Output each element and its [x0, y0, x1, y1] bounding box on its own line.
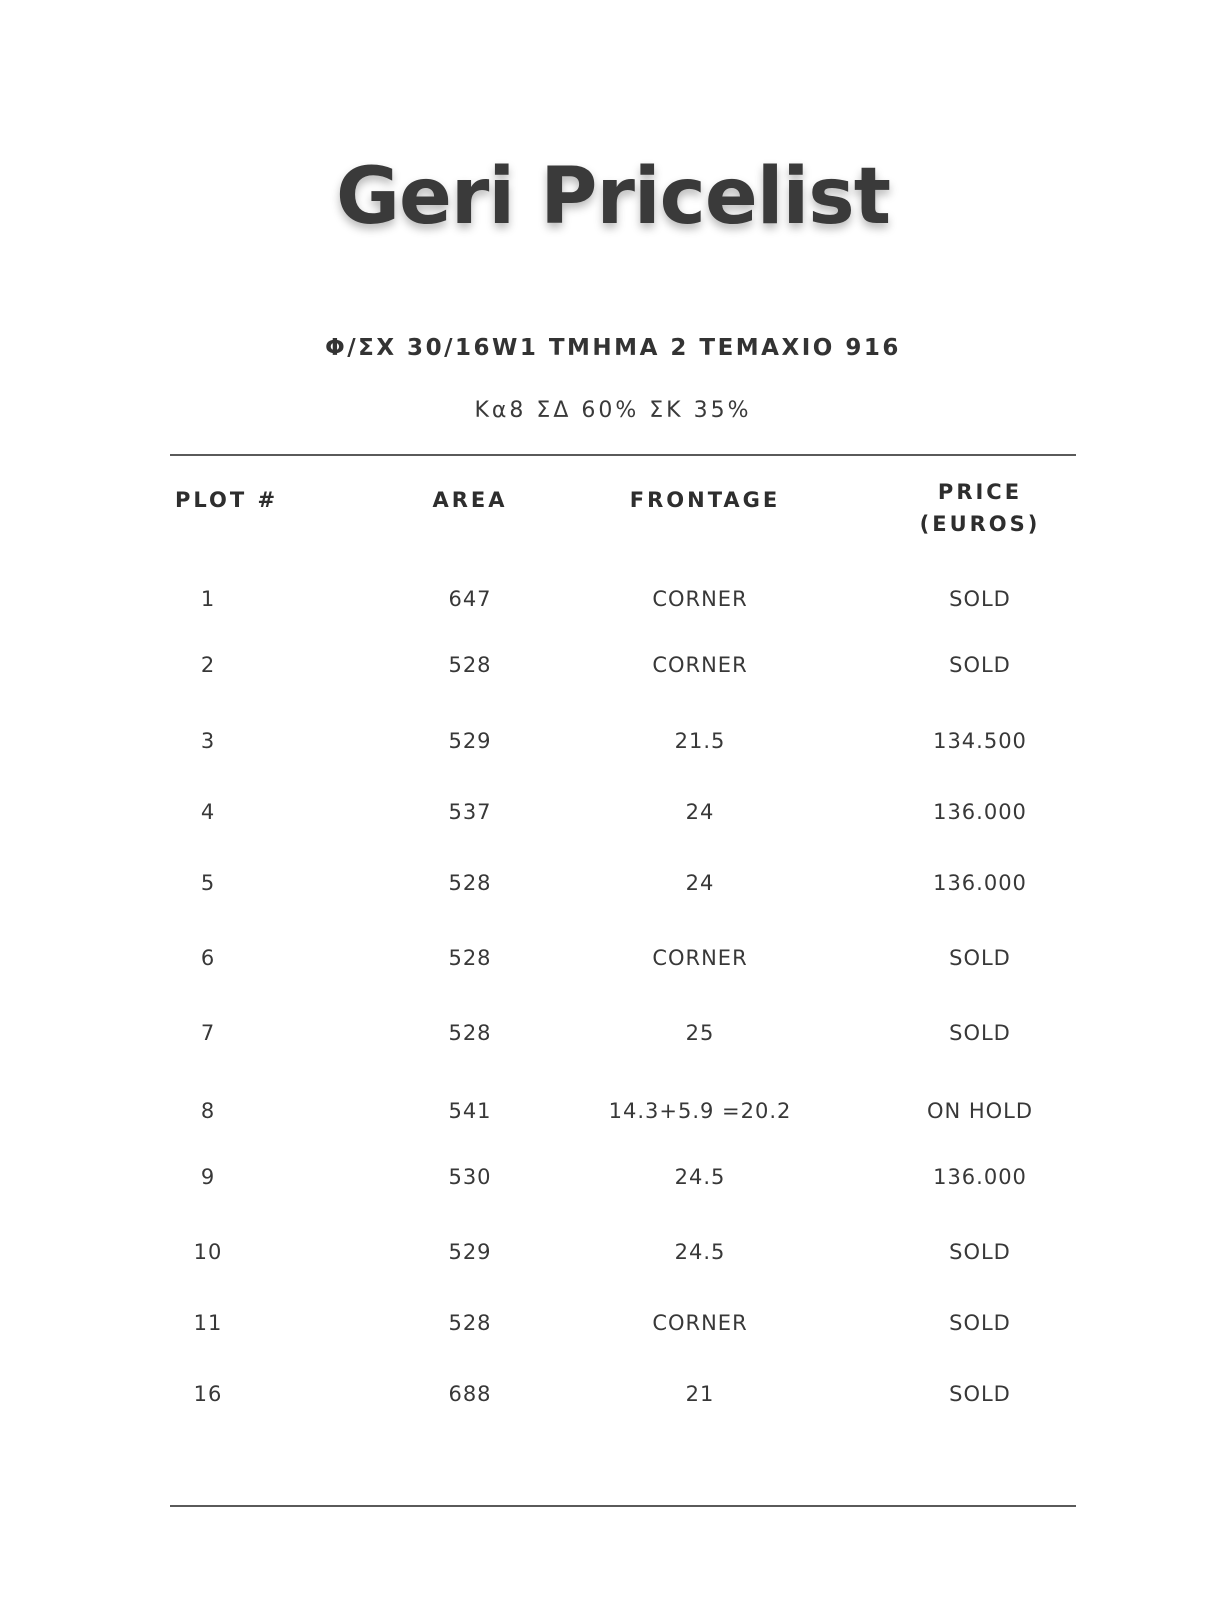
plot-price: SOLD: [949, 946, 1011, 970]
plot-frontage: CORNER: [652, 653, 748, 677]
plot-area: 688: [448, 1382, 492, 1406]
plot-number: 4: [200, 800, 216, 824]
plot-area: 528: [448, 653, 492, 677]
table-row: [0, 726, 1226, 756]
plot-price: SOLD: [949, 1021, 1011, 1045]
table-row: [0, 1018, 1226, 1048]
plot-price: 136.000: [933, 1165, 1027, 1189]
plot-area: 647: [448, 587, 492, 611]
column-header-area: AREA: [432, 488, 508, 512]
plot-frontage: 21.5: [674, 729, 726, 753]
table-row: [0, 868, 1226, 898]
plot-number: 11: [193, 1311, 223, 1335]
table-row: [0, 943, 1226, 973]
plot-frontage: 14.3+5.9 =20.2: [608, 1099, 792, 1123]
plot-number: 8: [200, 1099, 216, 1123]
plot-number: 6: [200, 946, 216, 970]
column-header-plot: PLOT #: [175, 488, 279, 512]
table-row: [0, 797, 1226, 827]
property-reference: Φ/ΣΧ 30/16W1 ΤΜΗΜΑ 2 ΤΕΜΑΧΙΟ 916: [325, 335, 901, 361]
plot-price: SOLD: [949, 1311, 1011, 1335]
table-row: [0, 1379, 1226, 1409]
plot-area: 530: [448, 1165, 492, 1189]
plot-area: 537: [448, 800, 492, 824]
page-title: Geri Pricelist: [336, 152, 890, 242]
plot-frontage: 21: [685, 1382, 715, 1406]
plot-area: 529: [448, 729, 492, 753]
plot-frontage: CORNER: [652, 587, 748, 611]
plot-number: 16: [193, 1382, 223, 1406]
plot-number: 5: [200, 871, 216, 895]
plot-number: 2: [200, 653, 216, 677]
plot-number: 7: [200, 1021, 216, 1045]
column-header-price-line2: (EUROS): [919, 512, 1041, 536]
plot-area: 529: [448, 1240, 492, 1264]
table-bottom-divider: [170, 1505, 1076, 1507]
plot-area: 541: [448, 1099, 492, 1123]
table-top-divider: [170, 454, 1076, 456]
column-header-price-line1: PRICE: [937, 480, 1023, 504]
plot-price: ON HOLD: [926, 1099, 1034, 1123]
plot-price: SOLD: [949, 1382, 1011, 1406]
column-header-price: [890, 476, 1070, 540]
plot-price: SOLD: [949, 653, 1011, 677]
plot-frontage: CORNER: [652, 1311, 748, 1335]
plot-frontage: 25: [685, 1021, 715, 1045]
plot-number: 3: [200, 729, 216, 753]
plot-frontage: 24.5: [674, 1165, 726, 1189]
plot-area: 528: [448, 1311, 492, 1335]
table-row: [0, 1096, 1226, 1126]
plot-frontage: 24.5: [674, 1240, 726, 1264]
plot-frontage: CORNER: [652, 946, 748, 970]
plot-area: 528: [448, 1021, 492, 1045]
plot-frontage: 24: [685, 871, 715, 895]
plot-number: 9: [200, 1165, 216, 1189]
plot-price: SOLD: [949, 587, 1011, 611]
plot-area: 528: [448, 946, 492, 970]
table-row: [0, 650, 1226, 680]
table-row: [0, 1308, 1226, 1338]
plot-frontage: 24: [685, 800, 715, 824]
column-header-frontage: FRONTAGE: [629, 488, 781, 512]
plot-price: 134.500: [933, 729, 1027, 753]
table-row: [0, 1162, 1226, 1192]
plot-number: 10: [193, 1240, 223, 1264]
table-row: [0, 584, 1226, 614]
plot-area: 528: [448, 871, 492, 895]
plot-price: SOLD: [949, 1240, 1011, 1264]
zoning-info: Κα8 ΣΔ 60% ΣΚ 35%: [474, 398, 752, 423]
plot-number: 1: [200, 587, 216, 611]
table-row: [0, 1237, 1226, 1267]
plot-price: 136.000: [933, 871, 1027, 895]
plot-price: 136.000: [933, 800, 1027, 824]
